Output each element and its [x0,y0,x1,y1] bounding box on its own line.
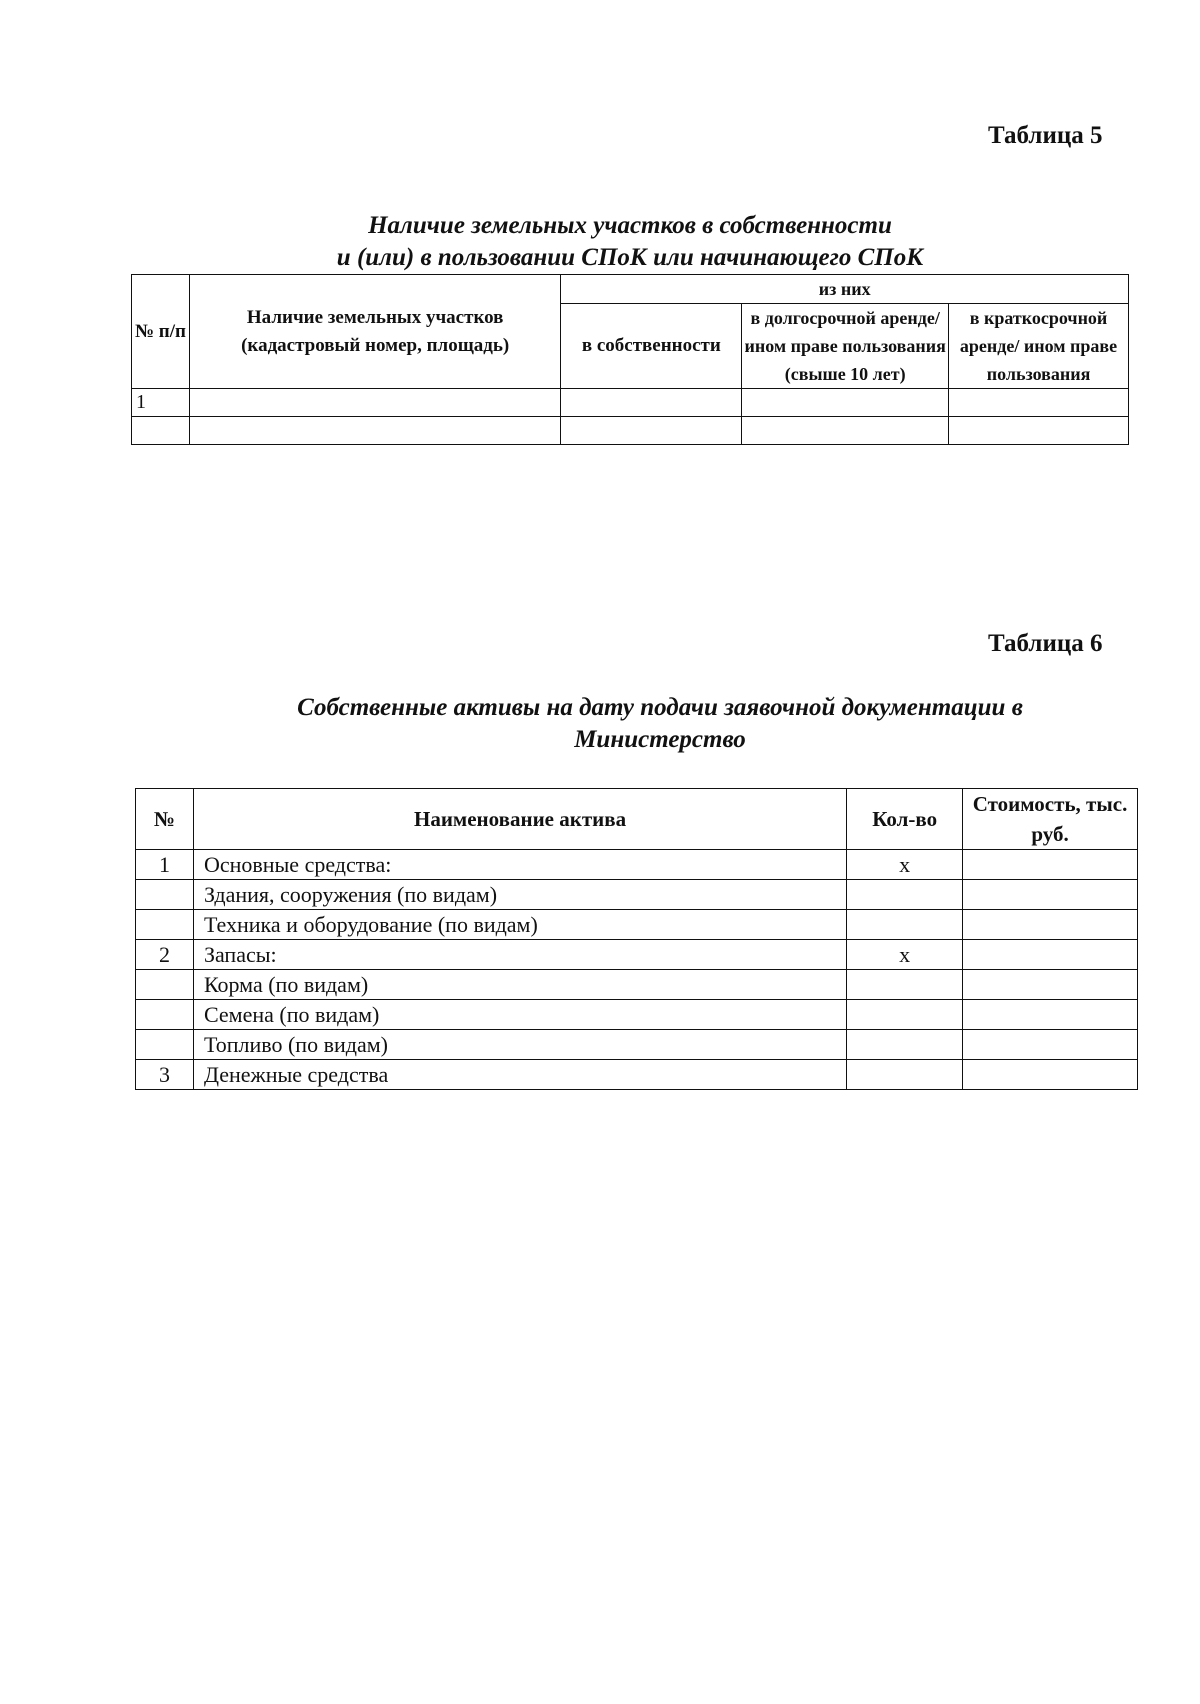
table6-cell-qty: x [847,850,963,880]
table5-header-short-term: в краткосрочной аренде/ ином праве пользования [949,304,1129,389]
table5-title-line1: Наличие земельных участков в собственности [368,212,892,239]
table-row [136,880,1138,910]
table5-header-long-term: в долгосрочной аренде/ ином праве пользования (свыше 10 лет) [742,304,949,389]
table6-cell-name: Топливо (по видам) [193,1030,846,1060]
table6-cell-cost [963,970,1138,1000]
table6-header-name: Наименование актива [193,789,846,850]
table6-title [160,692,1160,756]
table5-cell-own [561,417,742,445]
table6-cell-num: 1 [136,850,194,880]
table6-cell-qty [847,1060,963,1090]
table-row [136,1060,1138,1090]
table5-cell-num [132,417,190,445]
table-row [136,940,1138,970]
table5-title-line2: и (или) в пользовании СПоК или начинающего СПоК [336,244,924,271]
table6-title-line1: Собственные активы на дату подачи заявочной документации в [297,694,1023,721]
table-row [136,910,1138,940]
table6-cell-name: Семена (по видам) [193,1000,846,1030]
table6-label: Таблица 6 [988,630,1103,657]
table6-cell-qty [847,1030,963,1060]
table6-title-line2: Министерство [574,726,746,753]
table5-cell-short-term [949,389,1129,417]
table6-cell-qty [847,910,963,940]
table6-cell-cost [963,1030,1138,1060]
table6-cell-name: Техника и оборудование (по видам) [193,910,846,940]
table6-cell-name: Здания, сооружения (по видам) [193,880,846,910]
table-row [136,970,1138,1000]
table6-cell-qty [847,970,963,1000]
table5-cell-long-term [742,389,949,417]
table5-cell-num: 1 [132,389,190,417]
table-row [132,389,1129,417]
table6-cell-num: 3 [136,1060,194,1090]
table6-cell-name: Корма (по видам) [193,970,846,1000]
table-row [136,1000,1138,1030]
table6-cell-name: Денежные средства [193,1060,846,1090]
table5-cell-short-term [949,417,1129,445]
table6-cell-name: Основные средства: [193,850,846,880]
table5-header-of-them: из них [561,275,1129,304]
table5-header-plots: Наличие земельных участков (кадастровый номер, площадь) [189,275,560,389]
table6-header-cost: Стоимость, тыс. руб. [963,789,1138,850]
table6-cell-num: 2 [136,940,194,970]
table6-cell-num [136,1030,194,1060]
table6-cell-cost [963,850,1138,880]
table6-header-qty: Кол-во [847,789,963,850]
table5-header-num: № п/п [132,275,190,389]
table-row [136,1030,1138,1060]
table5-title [130,210,1130,274]
table6-cell-qty [847,1000,963,1030]
table6-header-num: № [136,789,194,850]
table-row [136,850,1138,880]
table5-cell-long-term [742,417,949,445]
table6-cell-num [136,970,194,1000]
table6-cell-num [136,880,194,910]
table5-cell-plots [189,389,560,417]
table6-cell-cost [963,1060,1138,1090]
table6 [135,788,1138,1090]
table5 [131,274,1129,445]
table5-header-own: в собственности [561,304,742,389]
table6-cell-cost [963,940,1138,970]
table6-cell-num [136,1000,194,1030]
table6-cell-name: Запасы: [193,940,846,970]
table5-cell-own [561,389,742,417]
table6-cell-cost [963,880,1138,910]
table-row [132,417,1129,445]
table6-cell-cost [963,910,1138,940]
table5-cell-plots [189,417,560,445]
table6-cell-qty: x [847,940,963,970]
table5-label: Таблица 5 [988,122,1103,149]
table6-cell-qty [847,880,963,910]
table6-cell-cost [963,1000,1138,1030]
table6-cell-num [136,910,194,940]
